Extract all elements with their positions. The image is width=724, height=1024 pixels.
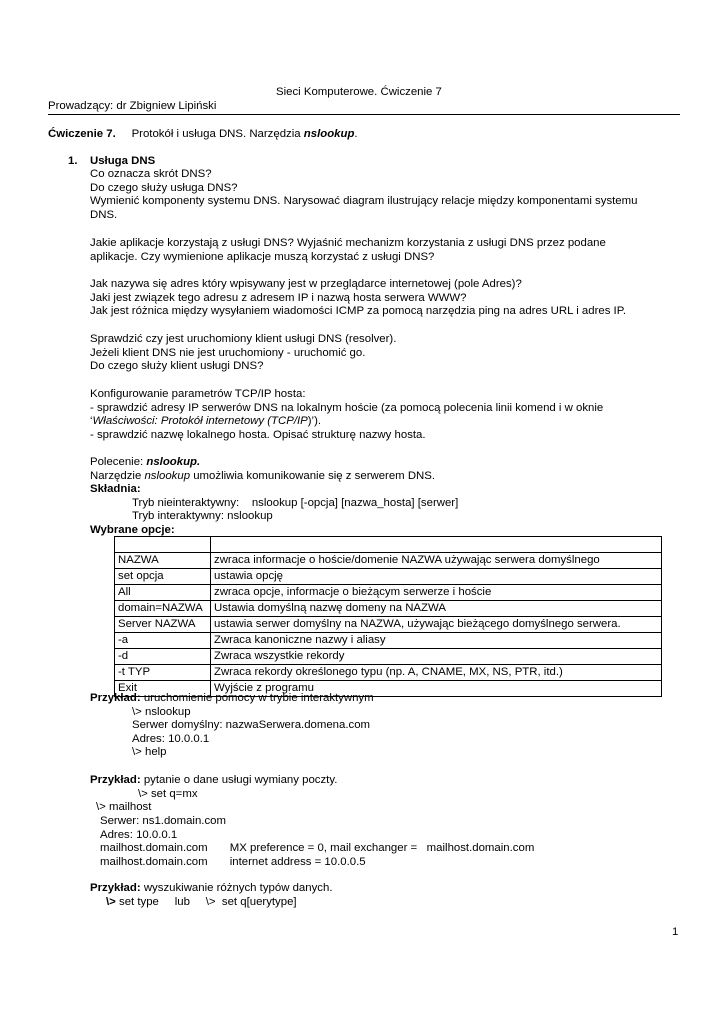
option-name-cell: NAZWA [115, 553, 211, 569]
code-line: mailhost.domain.com internet address = 10.0.0.5 [100, 856, 366, 868]
text-line: Sprawdzić czy jest uruchomiony klient usługi DNS (resolver). [90, 333, 397, 345]
paragraph-nslookup [90, 456, 680, 538]
text-line: aplikacje. Czy wymienione aplikacje muszą korzystać z usługi DNS? [90, 250, 435, 263]
option-description-cell [211, 537, 662, 553]
example-label: Przykład: [90, 774, 141, 786]
text-line: - sprawdzić nazwę lokalnego hosta. Opisać strukturę nazwy hosta. [90, 428, 426, 441]
syntax-interactive: Tryb interaktywny: nslookup [132, 510, 273, 523]
example-types [90, 882, 680, 896]
paragraph-address [90, 278, 680, 319]
text-line [90, 415, 680, 429]
desc-pre: Narzędzie [90, 469, 145, 482]
syntax-noninteractive: Tryb nieinteraktywny: nslookup [-opcja] [nazwa_hosta] [serwer] [132, 496, 459, 509]
option-name-cell: domain=NAZWA [115, 601, 211, 617]
text-line: Konfigurowanie parametrów TCP/IP hosta: [90, 388, 306, 400]
text-line: Jaki jest związek tego adresu z adresem IP i nazwą hosta serwera WWW? [90, 291, 467, 304]
section-number: 1. [68, 155, 78, 167]
paragraph-apps [90, 237, 680, 264]
title-dot: . [354, 128, 358, 140]
option-name-cell [115, 537, 211, 553]
text-line: Do czego służy klient usługi DNS? [90, 360, 264, 373]
code-rest: set type lub \> set q[uerytype] [115, 896, 297, 908]
option-description-cell: ustawia serwer domyślny na NAZWA, używając bieżącego domyślnego serwera. [211, 617, 662, 633]
example-desc: uruchomienie pomocy w trybie interaktywnym [140, 692, 374, 704]
section-heading: Usługa DNS [90, 155, 156, 167]
option-description-cell: zwraca informacje o hoście/domenie NAZWA używając serwera domyślnego [211, 553, 662, 569]
table-row [115, 601, 662, 617]
option-description-cell: Ustawia domyślną nazwę domeny na NAZWA [211, 601, 662, 617]
option-name-cell: Exit [115, 681, 211, 697]
table-row [115, 569, 662, 585]
option-description-cell: Zwraca wszystkie rekordy [211, 649, 662, 665]
example-mx [90, 774, 680, 801]
example-desc: pytanie o dane usługi wymiany poczty. [140, 774, 338, 786]
desc-post: umożliwia komunikowanie się z serwerem DNS. [190, 469, 436, 482]
option-name-cell: All [115, 585, 211, 601]
lecturer-header: Prowadzący: dr Zbigniew Lipiński [48, 100, 217, 112]
example-label: Przykład: [90, 692, 141, 704]
desc-tool: nslookup [144, 469, 191, 482]
text-line: Jeżeli klient DNS nie jest uruchomiony - uruchomić go. [90, 346, 366, 359]
code-line: Serwer: ns1.domain.com [100, 815, 226, 827]
exercise-title: Protokół i usługa DNS. Narzędzia [131, 128, 304, 140]
code-line: Serwer domyślny: nazwaSerwera.domena.com [132, 719, 371, 732]
paragraph-resolver [90, 333, 680, 374]
code-line: mailhost.domain.com MX preference = 0, mail exchanger = mailhost.domain.com [100, 842, 535, 854]
properties-window-name: Właściwości: Protokół internetowy (TCP/IP [92, 415, 308, 428]
option-description-cell: Wyjście z programu [211, 681, 662, 697]
question: DNS. [90, 208, 118, 221]
table-row [115, 617, 662, 633]
code-line: \> nslookup [132, 705, 191, 718]
page-title [48, 128, 358, 142]
table-row [115, 585, 662, 601]
question: Wymienić komponenty systemu DNS. Narysować diagram ilustrujący relacje między komponentami systemu [90, 195, 638, 208]
code-line [106, 896, 297, 910]
options-table [114, 536, 662, 697]
question: Do czego służy usługa DNS? [90, 181, 238, 194]
table-row [115, 537, 662, 553]
example-heading [90, 692, 680, 706]
quote-close: )’). [307, 415, 322, 428]
command-label: Polecenie: [90, 456, 147, 468]
option-name-cell: set opcja [115, 569, 211, 585]
paragraph-tcpip [90, 388, 680, 442]
code-line: \> set q=mx [138, 787, 198, 800]
option-name-cell: -t TYP [115, 665, 211, 681]
table-row [115, 633, 662, 649]
example-label: Przykład: [90, 882, 141, 894]
table-row [115, 665, 662, 681]
quote-open: ‘ [90, 415, 93, 428]
option-description-cell: zwraca opcje, informacje o bieżącym serwerze i hoście [211, 585, 662, 601]
prompt: \> [106, 896, 116, 908]
table-row [115, 553, 662, 569]
option-description-cell: Zwraca rekordy określonego typu (np. A, CNAME, MX, NS, PTR, itd.) [211, 665, 662, 681]
code-line: \> mailhost [96, 801, 152, 813]
code-line: Adres: 10.0.0.1 [100, 829, 178, 841]
table-row [115, 649, 662, 665]
options-label: Wybrane opcje: [90, 523, 175, 536]
section-questions [90, 168, 680, 222]
text-line: - sprawdzić adresy IP serwerów DNS na lokalnym hoście (za pomocą polecenia linii komend i w oknie [90, 401, 604, 414]
option-name-cell: -d [115, 649, 211, 665]
command-name: nslookup. [146, 456, 201, 468]
exercise-tool: nslookup [303, 128, 355, 140]
header-rule [48, 114, 680, 115]
code-line: Adres: 10.0.0.1 [132, 732, 210, 745]
page-number: 1 [672, 926, 679, 938]
option-name-cell: Server NAZWA [115, 617, 211, 633]
syntax-label: Składnia: [90, 483, 141, 496]
option-description-cell: Zwraca kanoniczne nazwy i aliasy [211, 633, 662, 649]
option-description-cell: ustawia opcję [211, 569, 662, 585]
text-line: Jak nazywa się adres który wpisywany jest w przeglądarce internetowej (pole Adres)? [90, 278, 522, 290]
code-line: \> help [132, 746, 167, 759]
text-line: Jak jest różnica między wysyłaniem wiadomości ICMP za pomocą narzędzia ping na adres URL i adres IP. [90, 305, 627, 318]
example-desc: wyszukiwanie różnych typów danych. [140, 882, 333, 894]
text-line: Jakie aplikacje korzystają z usługi DNS? Wyjaśnić mechanizm korzystania z usługi DNS przez podane [90, 237, 606, 249]
command-line [90, 456, 680, 470]
example-heading [90, 882, 680, 896]
example-heading [90, 774, 680, 788]
course-header: Sieci Komputerowe. Ćwiczenie 7 [276, 86, 442, 98]
option-name-cell: -a [115, 633, 211, 649]
question: Co oznacza skrót DNS? [90, 168, 212, 180]
command-description [90, 470, 680, 484]
example-help [90, 692, 680, 760]
exercise-label: Ćwiczenie 7. [48, 128, 116, 140]
